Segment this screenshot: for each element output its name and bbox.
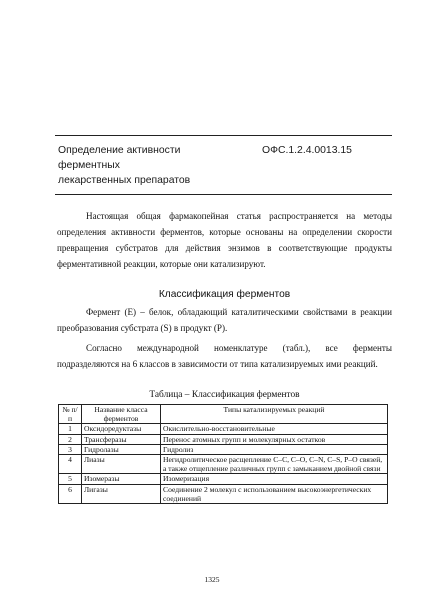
row-class-name: Гидролазы [82,444,161,454]
row-number: 5 [59,474,82,484]
row-number: 2 [59,434,82,444]
nomenclature-paragraph: Согласно международной номенклатуре (табл.), все ферменты подразделяются на 6 классов в зависимости от типа катализируемых ими реакций. [57,343,392,369]
row-class-name: Лигазы [82,484,161,503]
row-number: 6 [59,484,82,503]
row-number: 3 [59,444,82,454]
table-row [59,484,388,503]
row-reaction-type: Окислительно-восстановительные [161,424,388,434]
article-title-line-2: ферментных [58,160,120,171]
table-header-row [59,405,388,424]
table-row [59,444,388,454]
enzyme-definition-paragraph: Фермент (E) – белок, обладающий каталитическими свойствами в реакции преобразования субстрата (S) в продукт (P). [57,307,392,333]
row-class-name: Трансферазы [82,434,161,444]
table-row [59,434,388,444]
row-class-name: Изомеразы [82,474,161,484]
definition-text [57,304,392,336]
row-number: 1 [59,424,82,434]
row-reaction-type: Соединение 2 молекул с использованием высокоэнергетических соединений [161,484,388,503]
table-row [59,424,388,434]
header-bottom-rule [55,194,392,195]
row-reaction-type: Гидролиз [161,444,388,454]
article-code: ОФС.1.2.4.0013.15 [262,145,352,156]
header-reaction-types: Типы катализируемых реакций [161,405,388,424]
article-title-line-3: лекарственных препаратов [58,175,191,186]
row-number: 4 [59,455,82,474]
nomenclature-text [57,340,392,372]
section-heading: Классификация ферментов [158,289,291,300]
row-reaction-type: Негидролитическое расщепление C–C, C–O, C–N, C–S, P–O связей, а также отщепление различных групп с замыканием двойной связи [161,455,388,474]
row-class-name: Лиазы [82,455,161,474]
row-class-name: Оксидоредуктазы [82,424,161,434]
table-row [59,474,388,484]
row-reaction-type: Перенос атомных групп и молекулярных остатков [161,434,388,444]
intro-text [57,208,392,272]
article-title-line-1: Определение активности [58,145,181,156]
article-title [58,143,190,188]
page-number: 1325 [204,575,220,584]
enzyme-classification-table [58,404,388,504]
header-class-name: Название класса ферментов [82,405,161,424]
row-reaction-type: Изомеризация [161,474,388,484]
header-top-rule [55,135,392,136]
table-caption: Таблица – Классификация ферментов [149,390,300,400]
header-number: № п/п [59,405,82,424]
intro-paragraph: Настоящая общая фармакопейная статья распространяется на методы определения активности ферментов, которые основаны на определении скорости превращения субстратов для действия энзимов в соответствующие продукты ферментативной реакции, которые они катализируют. [57,211,392,269]
table-row [59,455,388,474]
